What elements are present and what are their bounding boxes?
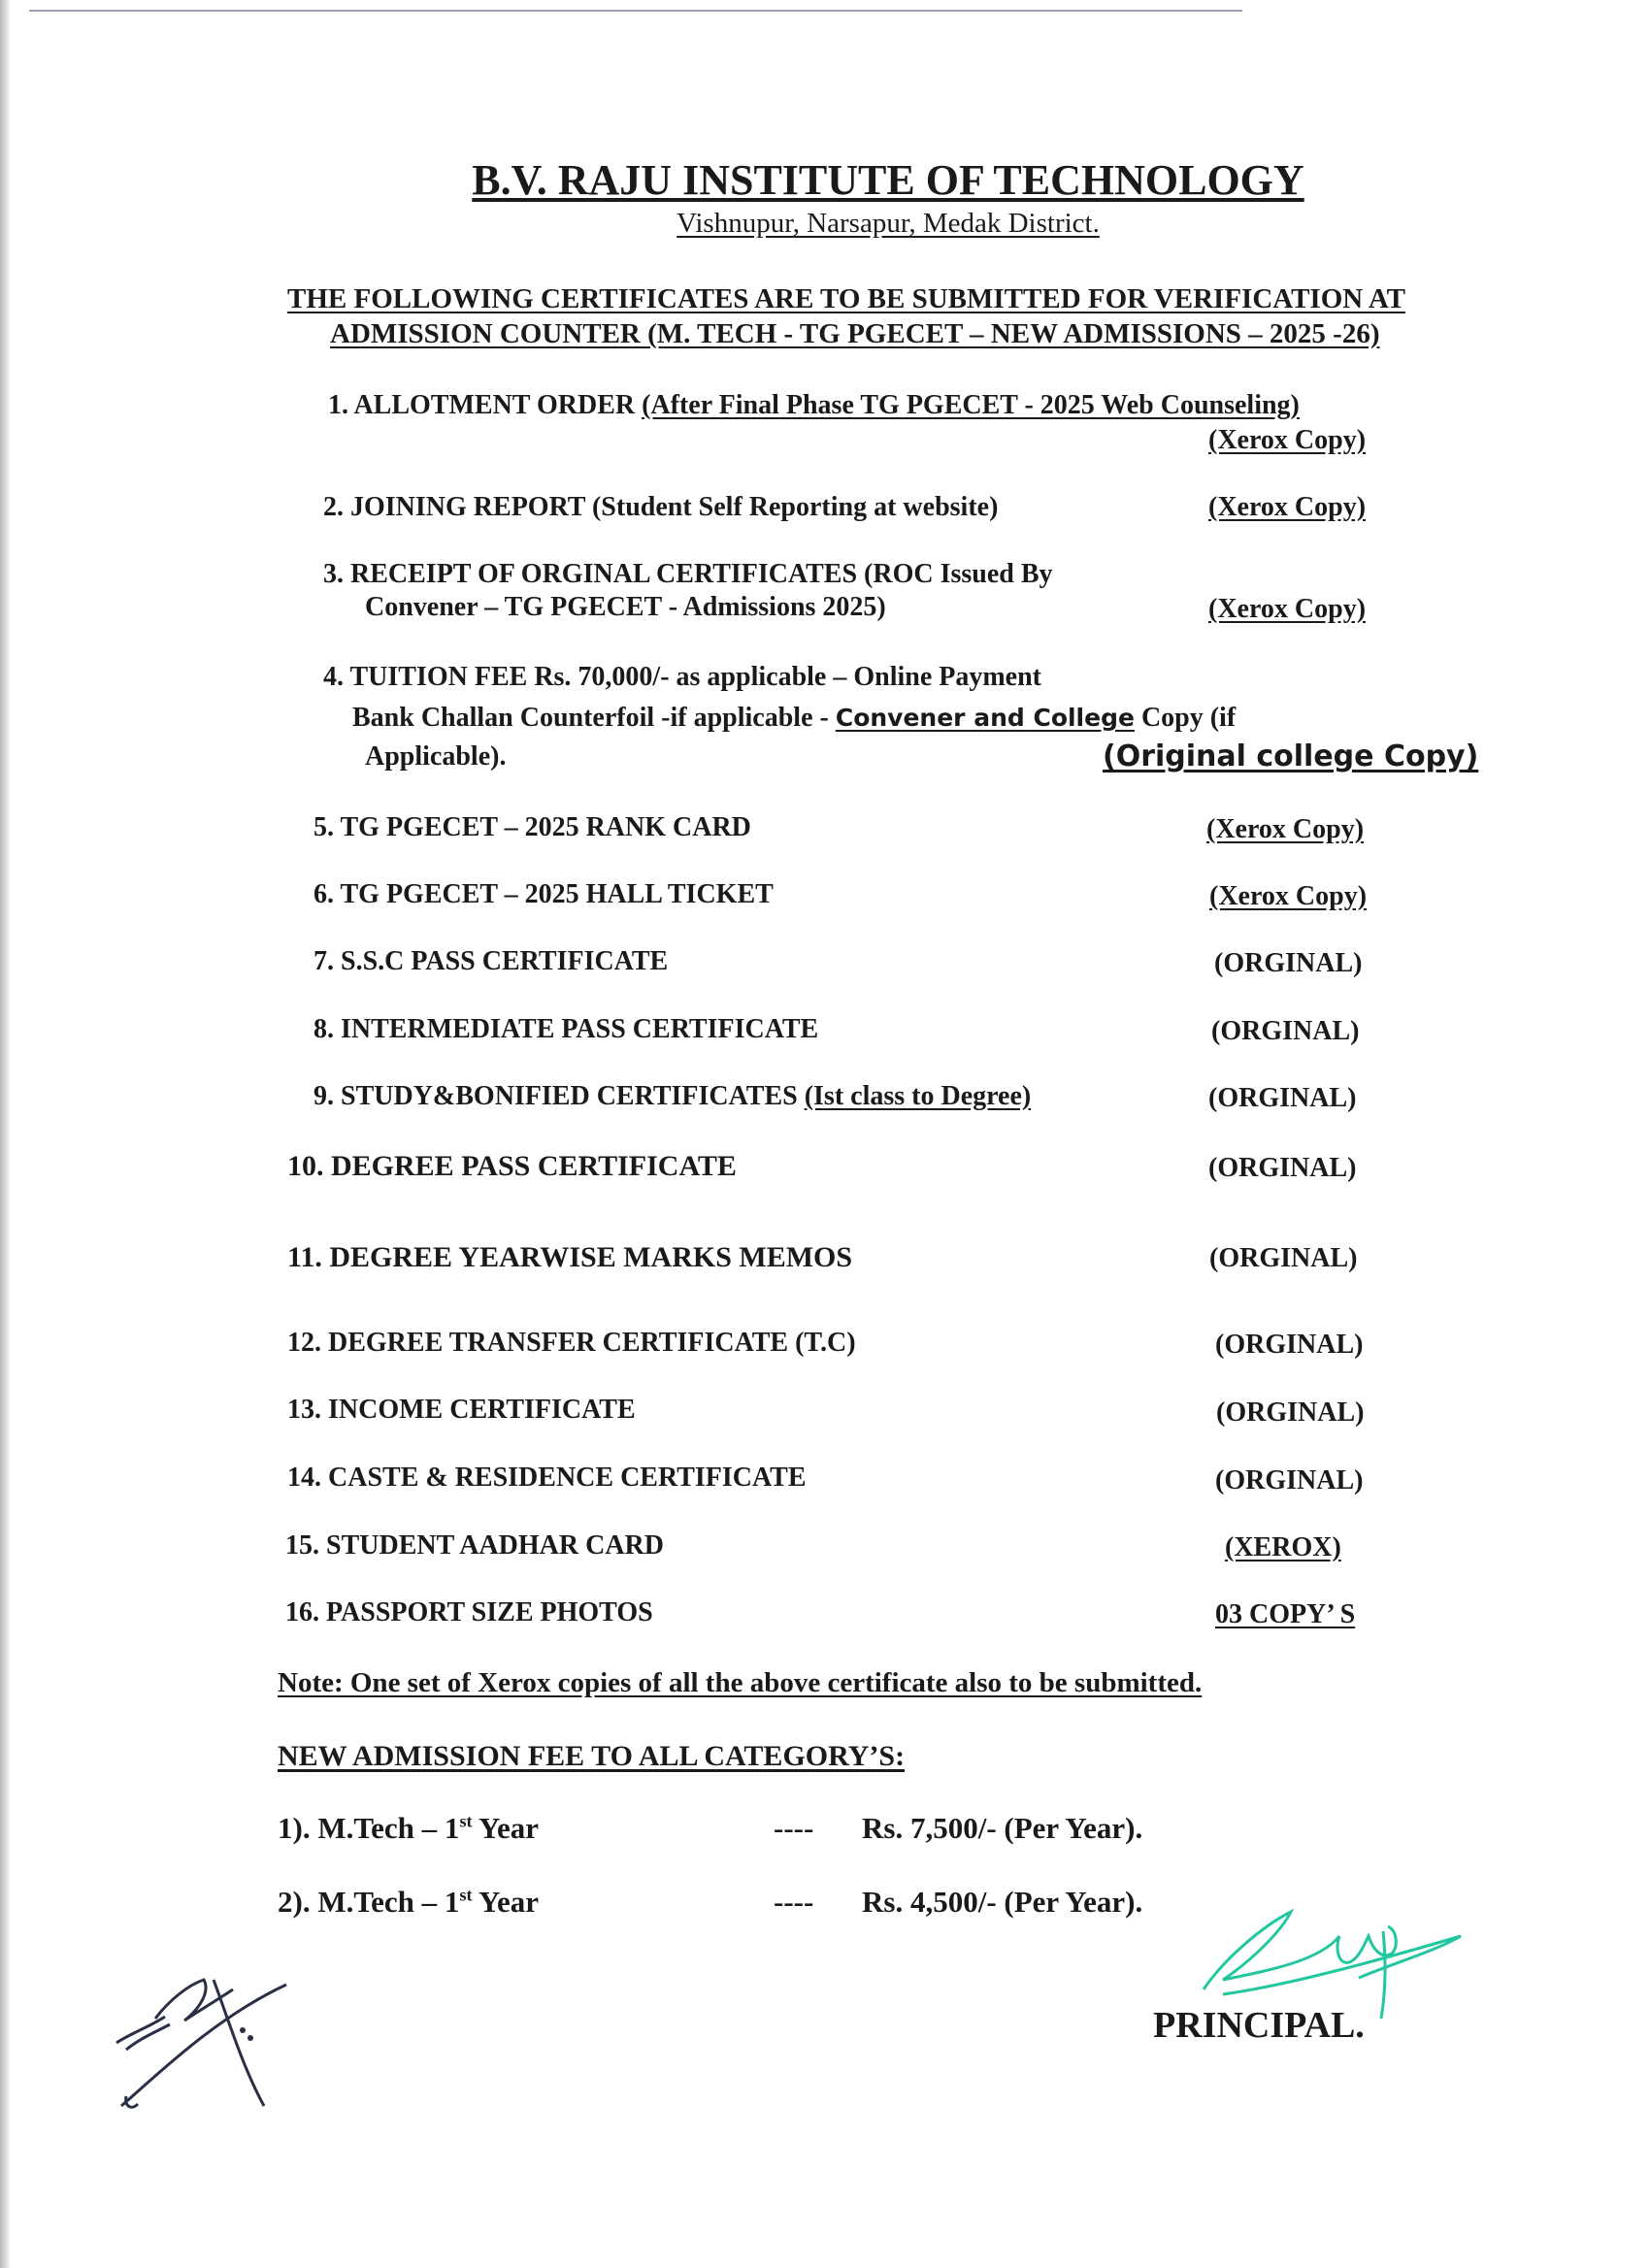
item-tuition-fee-challan <box>352 703 1236 734</box>
requirement-original: (ORGINAL) <box>1209 1243 1358 1273</box>
item-degree-transfer-certificate: 12. DEGREE TRANSFER CERTIFICATE (T.C) <box>287 1328 856 1358</box>
institute-address: Vishnupur, Narsapur, Medak District. <box>676 208 1100 239</box>
requirement-original-college-copy: (Original college Copy) <box>1103 740 1479 773</box>
item-allotment-order <box>328 390 1300 421</box>
item-detail: (After Final Phase TG PGECET - 2025 Web Counseling) <box>642 390 1300 420</box>
item-study-bonafide-certificates <box>314 1081 1031 1112</box>
admission-fee-heading: NEW ADMISSION FEE TO ALL CATEGORY’S: <box>278 1740 906 1772</box>
requirement-xerox: (Xerox Copy) <box>1208 492 1367 522</box>
fee-course: 1). M.Tech – 1 <box>278 1811 460 1845</box>
convener-college-text: Convener and College <box>835 704 1135 732</box>
copy-if-text: Copy (if <box>1134 703 1237 733</box>
item-caste-residence-certificate: 14. CASTE & RESIDENCE CERTIFICATE <box>287 1463 807 1493</box>
requirement-original: (ORGINAL) <box>1215 1330 1364 1360</box>
xerox-note: Note: One set of Xerox copies of all the above certificate also to be submitted. <box>278 1667 1203 1698</box>
requirement-original: (ORGINAL) <box>1215 1465 1364 1496</box>
item-income-certificate: 13. INCOME CERTIFICATE <box>287 1395 636 1425</box>
item-ssc-certificate: 7. S.S.C PASS CERTIFICATE <box>314 946 669 976</box>
item-hall-ticket: 6. TG PGECET – 2025 HALL TICKET <box>314 879 774 909</box>
handwritten-initials-signature <box>97 1941 311 2125</box>
fee-year: Year <box>472 1811 540 1845</box>
fee-row-1-label <box>278 1811 539 1846</box>
requirement-original: (ORGINAL) <box>1208 1153 1357 1183</box>
requirement-xerox: (Xerox Copy) <box>1209 881 1368 911</box>
requirement-original: (ORGINAL) <box>1208 1083 1357 1113</box>
institute-title: B.V. RAJU INSTITUTE OF TECHNOLOGY <box>472 156 1304 204</box>
fee-row-1-amount: Rs. 7,500/- (Per Year). <box>862 1811 1143 1845</box>
item-degree-pass-certificate: 10. DEGREE PASS CERTIFICATE <box>287 1150 737 1182</box>
fee-row-2-amount: Rs. 4,500/- (Per Year). <box>862 1885 1143 1919</box>
item-label: 1. ALLOTMENT ORDER <box>328 390 636 420</box>
fee-ordinal: st <box>459 1885 473 1905</box>
item-aadhar-card: 15. STUDENT AADHAR CARD <box>285 1530 664 1561</box>
principal-signatory: PRINCIPAL. <box>1153 2005 1365 2046</box>
item-receipt-original-certificates-cont: Convener – TG PGECET - Admissions 2025) <box>365 592 886 622</box>
item-label: 9. STUDY&BONIFIED CERTIFICATES <box>314 1081 805 1111</box>
fee-course: 2). M.Tech – 1 <box>278 1885 460 1919</box>
challan-text: Bank Challan Counterfoil -if applicable - <box>352 703 836 733</box>
requirement-original: (ORGINAL) <box>1216 1397 1365 1428</box>
requirement-original: (ORGINAL) <box>1211 1016 1360 1046</box>
item-passport-photos: 16. PASSPORT SIZE PHOTOS <box>285 1597 653 1627</box>
item-tuition-fee-applicable: Applicable). <box>365 741 507 772</box>
fee-row-1-dash: ---- <box>774 1811 814 1845</box>
requirement-xerox: (Xerox Copy) <box>1208 425 1367 455</box>
fee-ordinal: st <box>459 1811 473 1831</box>
requirement-xerox: (Xerox Copy) <box>1208 594 1367 624</box>
item-rank-card: 5. TG PGECET – 2025 RANK CARD <box>314 812 751 842</box>
instructions-heading-line2: ADMISSION COUNTER (M. TECH - TG PGECET – NEW ADMISSIONS – 2025 -26) <box>330 318 1380 349</box>
scan-left-edge <box>0 0 10 2268</box>
item-intermediate-certificate: 8. INTERMEDIATE PASS CERTIFICATE <box>314 1014 819 1044</box>
item-joining-report: 2. JOINING REPORT (Student Self Reporting at website) <box>323 492 999 522</box>
item-degree-marks-memos: 11. DEGREE YEARWISE MARKS MEMOS <box>287 1241 853 1273</box>
instructions-heading-line1: THE FOLLOWING CERTIFICATES ARE TO BE SUBMITTED FOR VERIFICATION AT <box>287 283 1405 314</box>
item-detail: (Ist class to Degree) <box>804 1081 1032 1111</box>
fee-year: Year <box>472 1885 540 1919</box>
requirement-xerox: (Xerox Copy) <box>1206 814 1365 844</box>
fee-row-2-dash: ---- <box>774 1885 814 1919</box>
scan-top-line <box>29 10 1242 12</box>
item-tuition-fee: 4. TUITION FEE Rs. 70,000/- as applicable – Online Payment <box>323 662 1042 692</box>
requirement-xerox: (XEROX) <box>1225 1532 1341 1562</box>
fee-row-2-label <box>278 1885 539 1920</box>
item-receipt-original-certificates: 3. RECEIPT OF ORGINAL CERTIFICATES (ROC Issued By <box>323 559 1053 589</box>
requirement-photo-copies: 03 COPY’ S <box>1215 1599 1356 1629</box>
requirement-original: (ORGINAL) <box>1214 948 1363 978</box>
